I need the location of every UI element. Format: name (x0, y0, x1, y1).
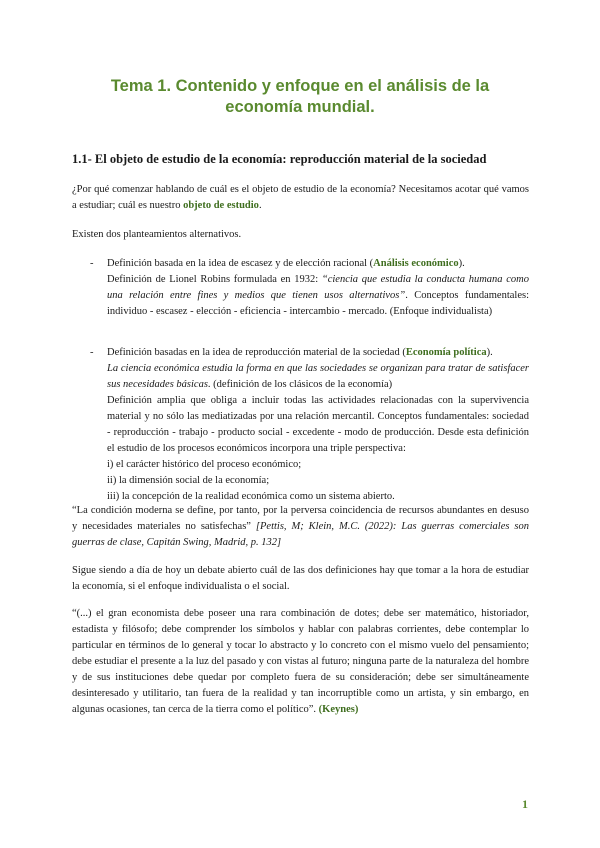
debate-paragraph: Sigue siendo a día de hoy un debate abierto cuál de las dos definiciones hay que tomar a la hora de estudiar la economía, si el enfoque individualista o el social. (72, 565, 529, 592)
section-heading: 1.1- El objeto de estudio de la economía: reproducción material de la sociedad (72, 152, 487, 166)
bullet-marker-2: - (90, 347, 94, 358)
perspective-item: i) el carácter histórico del proceso económico; (107, 459, 302, 470)
bullet2-text: Definición basadas en la idea de reproducción material de la sociedad ( (107, 347, 406, 358)
approaches-intro: Existen dos planteamientos alternativos. (72, 229, 242, 240)
classic-end: . (definición de los clásicos de la economía) (207, 379, 393, 390)
bullet2-end: ). (486, 347, 493, 358)
intro-paragraph (72, 182, 529, 214)
quote1-text: “La condición moderna se define, por tanto, por la perversa coincidencia de recursos abundantes en desuso y necesidades materiales no satisfechas” (72, 505, 529, 532)
page-number: 1 (522, 797, 528, 811)
bullet1-highlight: Análisis económico (373, 258, 459, 269)
bullet1-text: Definición basada en la idea de escasez y de elección racional ( (107, 258, 374, 269)
intro-text: ¿Por qué comenzar hablando de cuál es el objeto de estudio de la economía? Necesitamos acotar qué vamos a estudiar; cuál es nuestro (72, 184, 529, 211)
intro-end: . (258, 200, 262, 211)
quote2-text: “(...) el gran economista debe poseer una rara combinación de dotes; debe ser matemático, historiador, estadista y filósofo; debe comprender los símbolos y hablar con palabras corrientes, debe contemplar lo particular en términos de lo general y tocar lo abstracto y lo concreto con el mismo vuelo del pensamiento; debe estudiar el presente a la luz del pasado y con vistas al futuro; ninguna parte de la naturaleza del hombre y de sus instituciones debe quedar por completo fuera de su consideración; debe ser simultáneamente desinteresado y utilitario, tan fuera de la realidad y tan incorruptible como un artista, y sin embargo, en algunas ocasiones, tan cerca de la tierra como el político”. (72, 608, 529, 715)
robbins-quote: “ciencia que estudia la conducta humana como una relación entre fines y medios que tienen usos alternativos” (107, 274, 529, 301)
quote-pettis (72, 503, 529, 551)
page-title: Tema 1. Contenido y enfoque en el análisis de la economía mundial. (110, 77, 490, 116)
bullet1-line1 (107, 256, 529, 272)
bullet2-classic (107, 361, 529, 393)
intro-highlight: objeto de estudio (183, 200, 259, 211)
bullet1-robbins (107, 272, 529, 320)
bullet2-highlight: Economía política (405, 347, 487, 358)
bullet-marker-1: - (90, 258, 94, 269)
robbins-end: . Conceptos fundamentales: individuo - escasez - elección - eficiencia - intercambio - mercado. (Enfoque individualista) (107, 290, 529, 317)
bullet2-line1 (107, 345, 529, 361)
quote1-citation: [Pettis, M; Klein, M.C. (2022): Las guerras comerciales son guerras de clase, Capitán Swing, Madrid, p. 132] (72, 521, 529, 548)
perspective-item: ii) la dimensión social de la economía; (107, 475, 270, 486)
bullet-item-analisis (107, 256, 529, 320)
classic-quote: La ciencia económica estudia la forma en que las sociedades se organizan para tratar de satisfacer sus necesidades básicas (107, 363, 529, 390)
quote-keynes (72, 606, 529, 718)
bullet-item-economia-politica (107, 345, 529, 505)
bullet2-broad: Definición amplia que obliga a incluir todas las actividades relacionadas con la supervivencia material y no sólo las mediatizadas por una relación mercantil. Conceptos fundamentales: sociedad - reproducción - trabajo - producto social - excedente - modo de producción. Desde esta definición el estudio de los procesos económicos incorpora una triple perspectiva: (107, 395, 529, 454)
robbins-text: Definición de Lionel Robins formulada en 1932: (107, 274, 322, 285)
bullet1-end: ). (458, 258, 465, 269)
perspective-item: iii) la concepción de la realidad económica como un sistema abierto. (107, 491, 395, 502)
quote2-author: (Keynes) (318, 704, 359, 715)
